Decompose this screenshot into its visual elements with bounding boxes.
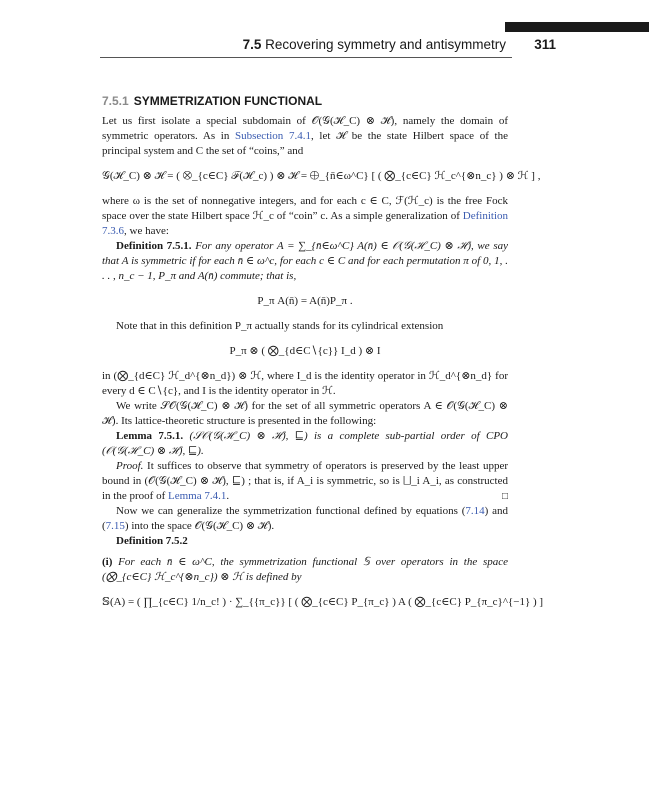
paragraph-generalize: [102, 504, 508, 534]
definition-text: For any operator A = ∑_{n̄∈ω^C} A(n̄) ∈ 𝒪(𝒢(ℋ_C) ⊗ ℋ), we say that A is symmetric if for each n̄ ∈ ω^c, for each c ∈ C and for each permutation π of 0, 1, . . . , n_c − 1, P_π and A(n̄) commute; that is,: [102, 240, 508, 282]
paragraph-symmetric-set: We write 𝒮𝒪(𝒢(ℋ_C) ⊗ ℋ) for the set of all symmetric operators A ∈ 𝒪(𝒢(ℋ_C) ⊗ ℋ). Its lattice-theoretic structure is presented in the following:: [102, 400, 508, 427]
generalize-text-b: ) into the space 𝒪(𝒢(ℋ_C) ⊗ ℋ).: [124, 520, 275, 532]
header-rule: [100, 57, 512, 58]
proof-end: .: [226, 490, 230, 502]
qed-symbol: □: [501, 491, 508, 502]
intro-text-b: , let ℋ be the state Hilbert space of the principal system and C the set of “coins,” and: [102, 130, 508, 157]
running-section: [243, 37, 506, 52]
generalize-text: Now we can generalize the symmetrization functional defined by equations (: [116, 505, 466, 517]
definition-2-label: Definition 7.5.2: [116, 535, 188, 547]
item-label: (i): [102, 556, 113, 568]
paragraph-cylindrical: Note that in this definition P_π actually stands for its cylindrical extension: [116, 320, 444, 332]
lemma-7-5-1: [102, 429, 508, 459]
section-title: Recovering symmetry and antisymmetry: [265, 37, 506, 52]
item-text: For each n̄ ∈ ω^C, the symmetrization functional 𝕊 over operators in the space (⨂_{c∈C} ℋ_c^{⊗n_c}) ⊗ ℋ is defined by: [102, 556, 509, 583]
paragraph-identity: in (⨂_{d∈C} ℋ_d^{⊗n_d}) ⊗ ℋ, where I_d is the identity operator in ℋ_d^{⊗n_d} for every d ∈ C∖{c}, and I is the identity operator in ℋ.: [102, 370, 508, 397]
proof-label: Proof.: [116, 460, 144, 472]
generalize-mid: ) and (: [102, 505, 508, 532]
section-number: 7.5: [242, 37, 262, 52]
paragraph-omega: [102, 194, 508, 239]
equation-symmetrization: 𝕊(A) = ( ∏_{c∈C} 1/n_c! ) · ∑_{{π_c}} [ ( ⨂_{c∈C} P_{π_c} ) A ( ⨂_{c∈C} P_{π_c}^{−1} ) ]: [102, 596, 544, 608]
lemma-link[interactable]: Lemma 7.4.1: [167, 490, 227, 502]
equation-cylindrical-extension: P_π ⊗ ( ⨂_{d∈C∖{c}} I_d ) ⊗ I: [229, 345, 381, 357]
lemma-text: (𝒮𝒪(𝒢(ℋ_C) ⊗ ℋ), ⊑) is a complete sub-partial order of CPO (𝒪(𝒢(ℋ_C) ⊗ ℋ), ⊑).: [102, 430, 508, 457]
equation-link-7-14[interactable]: 7.14: [465, 505, 485, 517]
header-bar: [505, 22, 649, 32]
proof: [102, 459, 508, 504]
subsection-number: 7.5.1: [102, 94, 129, 108]
definition-label: Definition 7.5.1.: [116, 240, 192, 252]
omega-text: where ω is the set of nonnegative integers, and for each c ∈ C, ℱ(ℋ_c) is the free Fock space over the state Hilbert space ℋ_c of “coin” c. As a simple generalization of: [102, 195, 508, 222]
running-header: [0, 37, 649, 57]
paragraph-intro: [102, 114, 508, 159]
page-body: [102, 94, 544, 620]
lemma-label: Lemma 7.5.1.: [116, 430, 184, 442]
equation-fock-decomposition: 𝒢(ℋ_C) ⊗ ℋ = ( ⨂_{c∈C} ℱ(ℋ_c) ) ⊗ ℋ = ⨁_{n̄∈ω^C} [ ( ⨂_{c∈C} ℋ_c^{⊗n_c} ) ⊗ ℋ ] ,: [102, 170, 541, 182]
page-number: 311: [534, 37, 556, 52]
equation-link-7-15[interactable]: 7.15: [105, 520, 125, 532]
subsection-heading: [102, 94, 508, 109]
subsection-title: SYMMETRIZATION FUNCTIONAL: [133, 94, 323, 108]
definition-7-5-2-label: [102, 534, 508, 549]
proof-text: It suffices to observe that symmetry of operators is preserved by the least upper bound in (𝒪(𝒢(ℋ_C) ⊗ ℋ), ⊑) ; that is, if A_i is symmetric, so is ⨆_i A_i, as constructed in the proof of: [102, 460, 509, 502]
definition-7-5-1: [102, 239, 508, 284]
definition-item-i: [102, 555, 508, 585]
definition-link[interactable]: Definition 7.3.6: [102, 210, 508, 237]
subsection-link[interactable]: Subsection 7.4.1: [235, 130, 311, 142]
omega-text-b: , we have:: [124, 225, 169, 237]
equation-commute: P_π A(n̄) = A(n̄)P_π .: [257, 295, 353, 307]
intro-text: Let us first isolate a special subdomain of 𝒪(𝒢(ℋ_C) ⊗ ℋ), namely the domain of symmetric operators. As in: [102, 115, 508, 142]
